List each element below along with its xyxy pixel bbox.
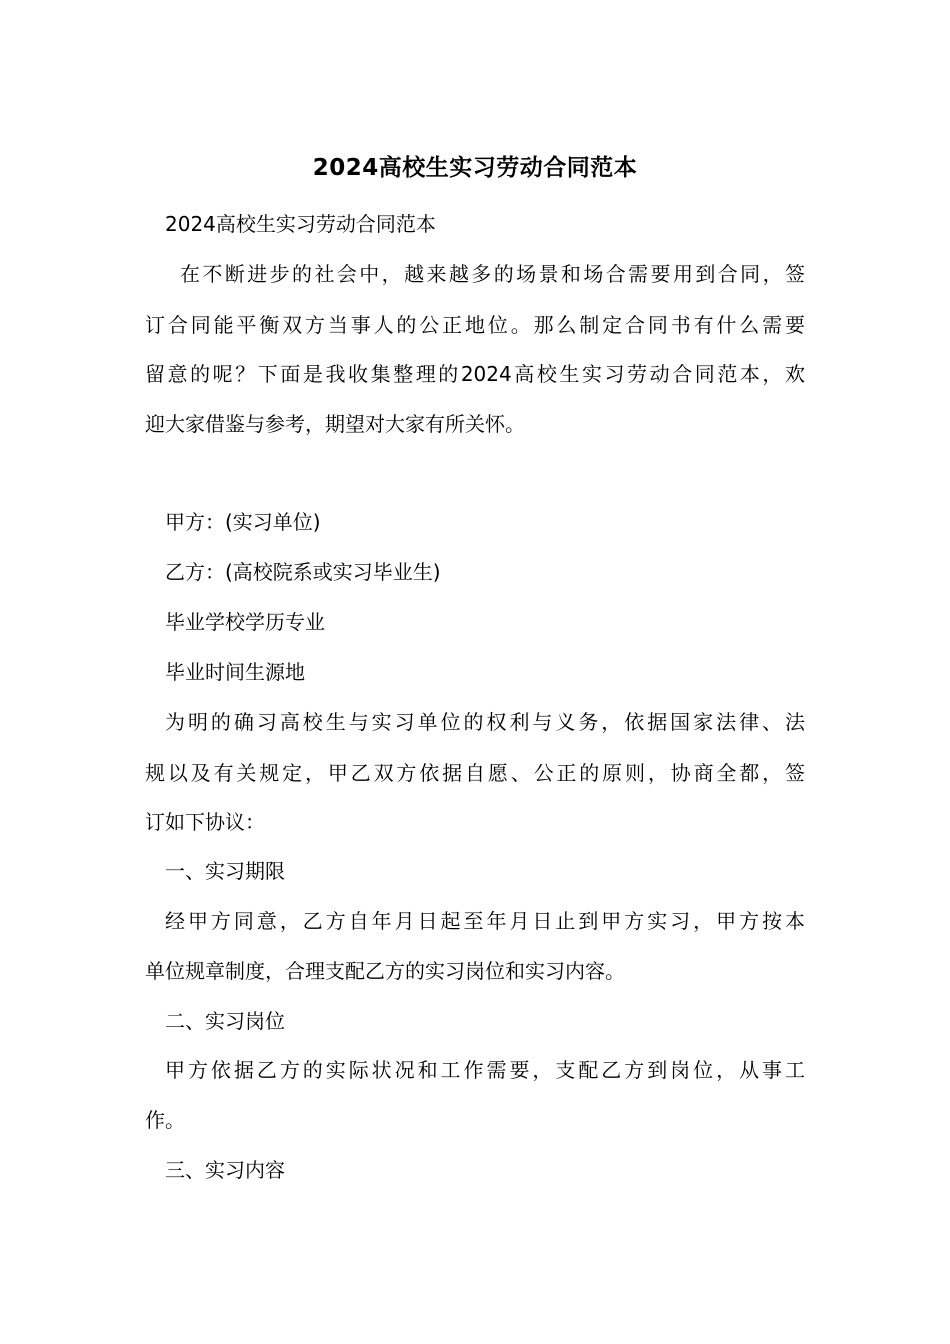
intro-line-4: 迎大家借鉴与参考，期望对大家有所关怀。 — [145, 412, 525, 436]
document-title: 2024高校生实习劳动合同范本 — [312, 155, 638, 181]
section1-line-2: 单位规章制度，合理支配乙方的实习岗位和实习内容。 — [145, 959, 625, 983]
party-b-line: 乙方：(高校院系或实习毕业生) — [165, 560, 441, 584]
section3-heading: 三、实习内容 — [165, 1158, 285, 1182]
section2-heading: 二、实习岗位 — [165, 1009, 285, 1033]
party-a-line: 甲方：(实习单位) — [165, 510, 321, 534]
purpose-line-1: 为明的确习高校生与实习单位的权利与义务，依据国家法律、法 — [165, 710, 805, 734]
graduation-line: 毕业时间生源地 — [165, 660, 305, 684]
section1-heading: 一、实习期限 — [165, 859, 285, 883]
section2-line-1: 甲方依据乙方的实际状况和工作需要，支配乙方到岗位，从事工 — [165, 1058, 805, 1082]
document-subtitle: 2024高校生实习劳动合同范本 — [165, 212, 436, 236]
intro-line-1: 在不断进步的社会中，越来越多的场景和场合需要用到合同，签 — [180, 262, 805, 286]
purpose-line-2: 规以及有关规定，甲乙双方依据自愿、公正的原则，协商全都，签 — [145, 761, 805, 785]
section2-line-2: 作。 — [145, 1108, 185, 1132]
section1-line-1: 经甲方同意，乙方自年月日起至年月日止到甲方实习，甲方按本 — [165, 909, 805, 933]
intro-line-3: 留意的呢？下面是我收集整理的2024高校生实习劳动合同范本，欢 — [145, 362, 805, 386]
school-line: 毕业学校学历专业 — [165, 610, 325, 634]
purpose-line-3: 订如下协议： — [145, 810, 265, 834]
intro-line-2: 订合同能平衡双方当事人的公正地位。那么制定合同书有什么需要 — [145, 313, 805, 337]
